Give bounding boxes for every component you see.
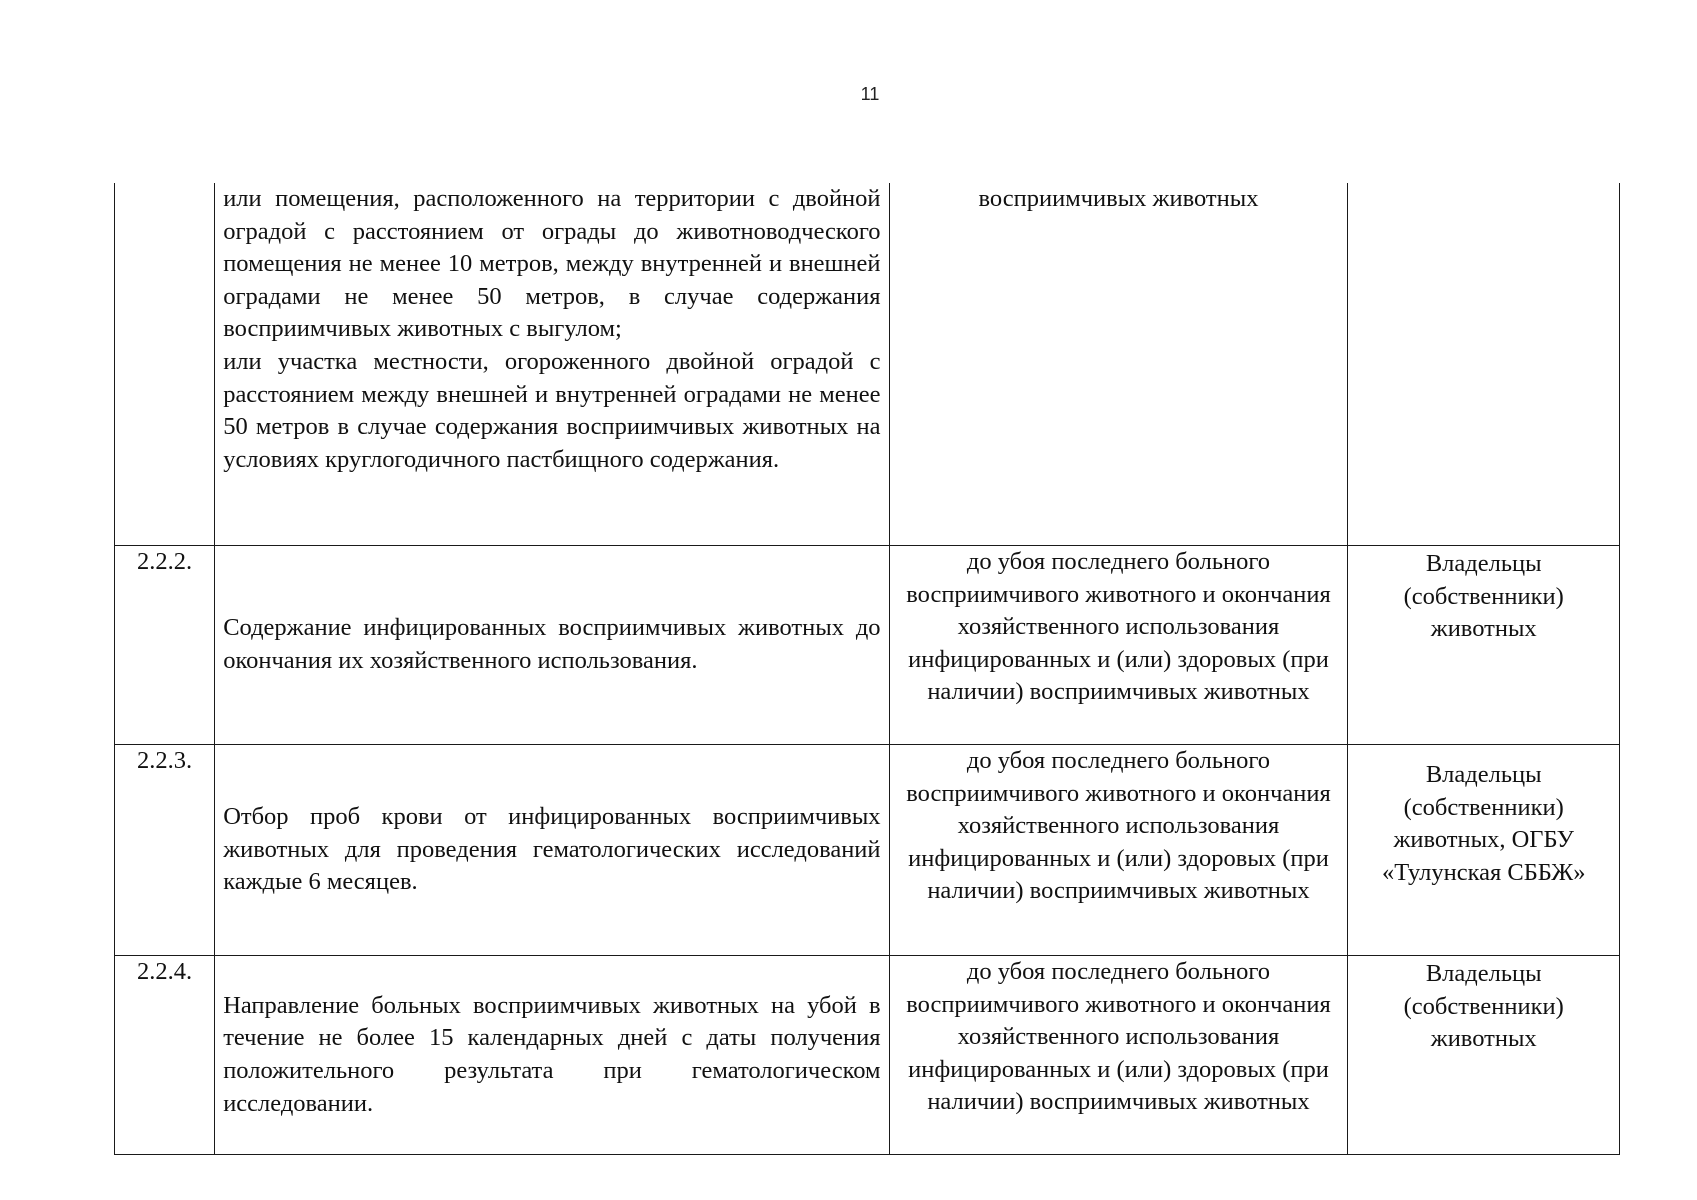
row-number-cell: 2.2.2. xyxy=(115,546,215,745)
action-paragraph: или участка местности, огороженного двойной оградой с расстоянием между внешней и внутренней оградами не менее 50 метров в случае содержания восприимчивых животных на условиях круглогодичного пастбищного содержания. xyxy=(223,347,881,473)
action-paragraph: или помещения, расположенного на территории с двойной оградой с расстоянием от ограды до животноводческого помещения не менее 10 метров, между внутренней и внешней оградами не менее 50 метров, в случае содержания восприимчивых животных с выгулом; xyxy=(223,185,881,343)
responsible-cell: Владельцы (собственники) животных xyxy=(1348,546,1620,745)
action-paragraph: Содержание инфицированных восприимчивых животных до окончания их хозяйственного использования. xyxy=(223,614,881,674)
table-row xyxy=(115,745,1620,956)
page-number: 11 xyxy=(860,84,880,104)
action-paragraph: Направление больных восприимчивых животных на убой в течение не более 15 календарных дней с даты получения положительного результата при гематологическом исследовании. xyxy=(223,991,881,1117)
responsible-cell: Владельцы (собственники) животных, ОГБУ «Тулунская СББЖ» xyxy=(1348,745,1620,956)
term-cell: до убоя последнего больного восприимчивого животного и окончания хозяйственного использования инфицированных и (или) здоровых (при наличии) восприимчивых животных xyxy=(889,745,1348,956)
term-cell: до убоя последнего больного восприимчивого животного и окончания хозяйственного использования инфицированных и (или) здоровых (при наличии) восприимчивых животных xyxy=(889,956,1348,1155)
responsible-cell xyxy=(1348,183,1620,546)
row-number-cell xyxy=(115,183,215,546)
action-paragraph: Отбор проб крови от инфицированных восприимчивых животных для проведения гематологических исследований каждые 6 месяцев. xyxy=(223,803,881,896)
measures-table xyxy=(114,183,1620,1155)
action-cell xyxy=(215,183,889,546)
action-cell xyxy=(215,956,889,1155)
term-cell: восприимчивых животных xyxy=(889,183,1348,546)
action-cell xyxy=(215,546,889,745)
table-row xyxy=(115,956,1620,1155)
table-row xyxy=(115,546,1620,745)
responsible-cell: Владельцы (собственники) животных xyxy=(1348,956,1620,1155)
action-cell xyxy=(215,745,889,956)
row-number-cell: 2.2.4. xyxy=(115,956,215,1155)
row-number-cell: 2.2.3. xyxy=(115,745,215,956)
table-row-continuation xyxy=(115,183,1620,546)
term-cell: до убоя последнего больного восприимчивого животного и окончания хозяйственного использования инфицированных и (или) здоровых (при наличии) восприимчивых животных xyxy=(889,546,1348,745)
